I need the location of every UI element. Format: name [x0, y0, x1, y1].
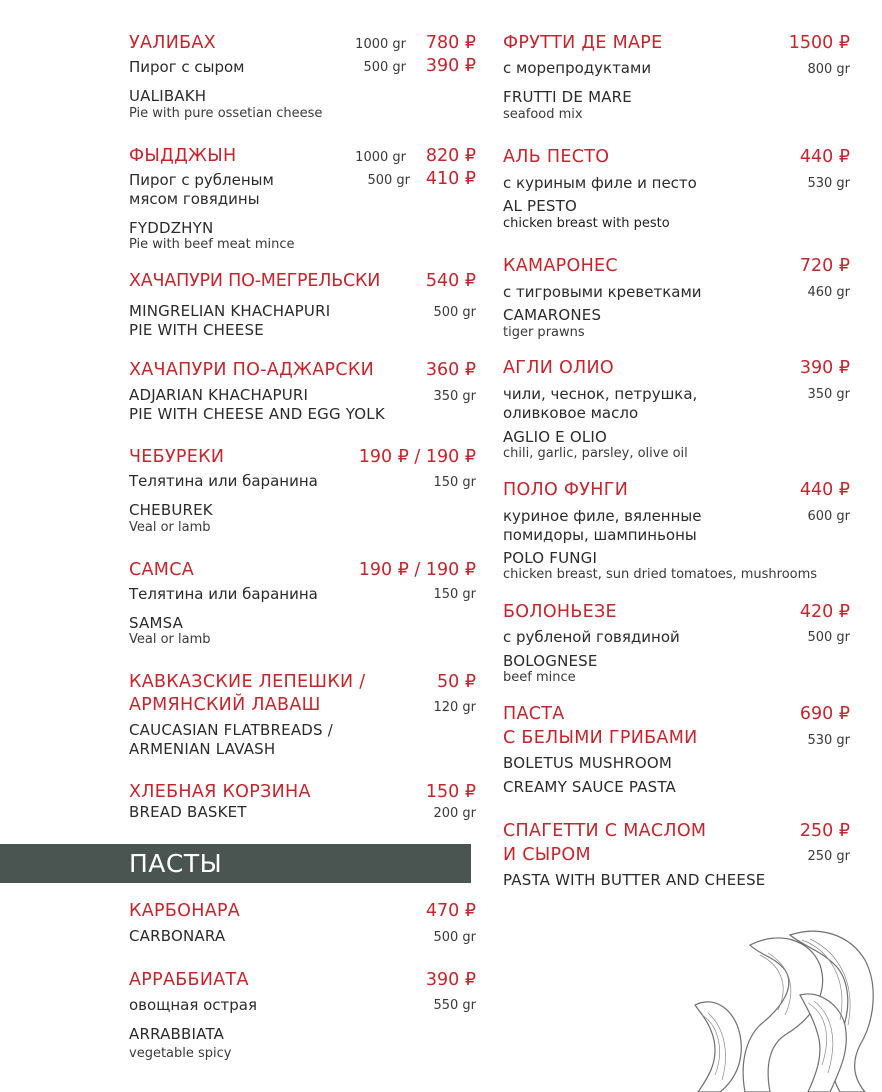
- item-name: АРМЯНСКИЙ ЛАВАШ: [129, 695, 321, 715]
- item-weight: 530 gr: [807, 733, 850, 748]
- item-name: УАЛИБАХ: [129, 33, 216, 53]
- item-name-en: FRUTTI DE MARE: [503, 88, 632, 106]
- item-desc-en: Pie with beef meat mince: [129, 237, 295, 252]
- item-desc-ru: Телятина или баранина: [129, 472, 318, 490]
- item-weight: 530 gr: [807, 176, 850, 191]
- item-price: 690 ₽: [799, 704, 850, 724]
- section-title: ПАСТЫ: [129, 849, 223, 878]
- item-name: ФРУТТИ ДЕ МАРЕ: [503, 33, 663, 53]
- item-price: 540 ₽: [425, 271, 476, 291]
- item-weight: 800 gr: [807, 62, 850, 77]
- item-name: С БЕЛЫМИ ГРИБАМИ: [503, 728, 698, 748]
- item-name-en: POLO FUNGI: [503, 549, 598, 567]
- item-desc-ru: Пирог с сыром: [129, 58, 245, 76]
- item-weight: 1000 gr: [355, 150, 406, 165]
- item-name-en: PIE WITH CHEESE AND EGG YOLK: [129, 405, 385, 423]
- item-name: САМСА: [129, 560, 194, 580]
- item-desc-ru: Телятина или баранина: [129, 585, 318, 603]
- item-weight: 150 gr: [433, 587, 476, 602]
- item-price: 360 ₽: [425, 360, 476, 380]
- item-name-en: CHEBUREK: [129, 501, 213, 519]
- item-price: 440 ₽: [799, 147, 850, 167]
- item-price: 1500 ₽: [788, 33, 850, 53]
- item-price: 390 ₽: [425, 56, 476, 76]
- item-name: И СЫРОМ: [503, 845, 591, 865]
- item-name: ХАЧАПУРИ ПО-АДЖАРСКИ: [129, 360, 374, 380]
- item-desc-ru: овощная острая: [129, 996, 258, 1014]
- item-name-en: SAMSA: [129, 614, 184, 632]
- item-desc-en: Veal or lamb: [129, 520, 211, 535]
- item-weight: 350 gr: [807, 387, 850, 402]
- item-weight: 200 gr: [433, 806, 476, 821]
- item-desc-en: vegetable spicy: [129, 1046, 232, 1061]
- item-weight: 250 gr: [807, 849, 850, 864]
- item-name-en: ARRABBIATA: [129, 1025, 225, 1043]
- item-desc-en: chicken breast, sun dried tomatoes, mushrooms: [503, 567, 818, 582]
- item-desc-en: seafood mix: [503, 107, 583, 122]
- item-name: АЛЬ ПЕСТО: [503, 147, 610, 167]
- item-desc-en: beef mince: [503, 670, 576, 685]
- item-name-en: PASTA WITH BUTTER AND CHEESE: [503, 871, 766, 889]
- item-name: АРРАББИАТА: [129, 970, 249, 990]
- item-weight: 350 gr: [433, 389, 476, 404]
- item-desc-en: tiger prawns: [503, 325, 585, 340]
- item-name-en: CREAMY SAUCE PASTA: [503, 778, 676, 796]
- section-header-band: [0, 844, 471, 883]
- item-desc-en: Pie with pure ossetian cheese: [129, 106, 323, 121]
- item-name-en: BOLOGNESE: [503, 652, 598, 670]
- item-name: ХАЧАПУРИ ПО-МЕГРЕЛЬСКИ: [129, 271, 381, 291]
- item-weight: 120 gr: [433, 700, 476, 715]
- item-price: 150 ₽: [425, 782, 476, 802]
- item-name: ПОЛО ФУНГИ: [503, 480, 629, 500]
- item-desc-ru: с морепродуктами: [503, 59, 652, 77]
- item-name-en: FYDDZHYN: [129, 219, 214, 237]
- pasta-illustration: [690, 925, 882, 1092]
- item-price: 470 ₽: [425, 901, 476, 921]
- item-price: 190 ₽ / 190 ₽: [358, 447, 476, 467]
- item-price: 440 ₽: [799, 480, 850, 500]
- item-price: 390 ₽: [425, 970, 476, 990]
- item-price: 720 ₽: [799, 256, 850, 276]
- item-desc-ru: с тигровыми креветками: [503, 283, 702, 301]
- item-price: 820 ₽: [425, 146, 476, 166]
- item-desc-ru: куриное филе, вяленные: [503, 507, 702, 525]
- item-name-en: AGLIO E OLIO: [503, 428, 608, 446]
- item-name-en: AL PESTO: [503, 197, 577, 215]
- item-weight: 500 gr: [807, 630, 850, 645]
- item-weight: 150 gr: [433, 475, 476, 490]
- item-name-en: MINGRELIAN KHACHAPURI: [129, 302, 331, 320]
- item-weight: 500 gr: [367, 173, 410, 188]
- item-desc-ru: оливковое масло: [503, 404, 639, 422]
- item-desc-ru: Пирог с рубленым: [129, 171, 274, 189]
- item-name: КАМАРОНЕС: [503, 256, 618, 276]
- item-name-en: BREAD BASKET: [129, 803, 247, 821]
- item-desc-en: chili, garlic, parsley, olive oil: [503, 446, 688, 461]
- item-price: 420 ₽: [799, 602, 850, 622]
- item-name-en: CAMARONES: [503, 306, 602, 324]
- item-weight: 460 gr: [807, 285, 850, 300]
- item-price: 410 ₽: [425, 169, 476, 189]
- item-weight: 1000 gr: [355, 37, 406, 52]
- item-name-en: CARBONARA: [129, 927, 226, 945]
- item-price: 50 ₽: [437, 672, 476, 692]
- item-name: КАРБОНАРА: [129, 901, 241, 921]
- item-name-en: BOLETUS MUSHROOM: [503, 754, 672, 772]
- item-name-en: ARMENIAN LAVASH: [129, 740, 276, 758]
- item-name: АГЛИ ОЛИО: [503, 358, 614, 378]
- item-name-en: ADJARIAN KHACHAPURI: [129, 386, 309, 404]
- item-desc-ru: помидоры, шампиньоны: [503, 526, 697, 544]
- item-desc-ru: мясом говядины: [129, 190, 260, 208]
- item-price: 250 ₽: [799, 821, 850, 841]
- item-name-en: CAUCASIAN FLATBREADS /: [129, 721, 333, 739]
- item-desc-ru: с рубленой говядиной: [503, 628, 680, 646]
- item-desc-ru: с куриным филе и песто: [503, 174, 697, 192]
- item-name: КАВКАЗСКИЕ ЛЕПЕШКИ /: [129, 672, 366, 692]
- item-name: СПАГЕТТИ С МАСЛОМ: [503, 821, 707, 841]
- item-price: 780 ₽: [425, 33, 476, 53]
- item-price: 190 ₽ / 190 ₽: [358, 560, 476, 580]
- item-name-en: PIE WITH CHEESE: [129, 321, 264, 339]
- item-name-en: UALIBAKH: [129, 87, 207, 105]
- item-weight: 500 gr: [363, 60, 406, 75]
- item-price: 390 ₽: [799, 358, 850, 378]
- item-name: ФЫДДЖЫН: [129, 146, 237, 166]
- item-weight: 550 gr: [433, 998, 476, 1013]
- item-weight: 500 gr: [433, 305, 476, 320]
- item-weight: 600 gr: [807, 509, 850, 524]
- item-desc-ru: чили, чеснок, петрушка,: [503, 385, 698, 403]
- item-name: ЧЕБУРЕКИ: [129, 447, 225, 467]
- item-desc-en: Veal or lamb: [129, 632, 211, 647]
- item-name: ПАСТА: [503, 704, 565, 724]
- item-weight: 500 gr: [433, 930, 476, 945]
- item-name: БОЛОНЬЕЗЕ: [503, 602, 617, 622]
- item-name: ХЛЕБНАЯ КОРЗИНА: [129, 782, 311, 802]
- item-desc-en: chicken breast with pesto: [503, 216, 670, 231]
